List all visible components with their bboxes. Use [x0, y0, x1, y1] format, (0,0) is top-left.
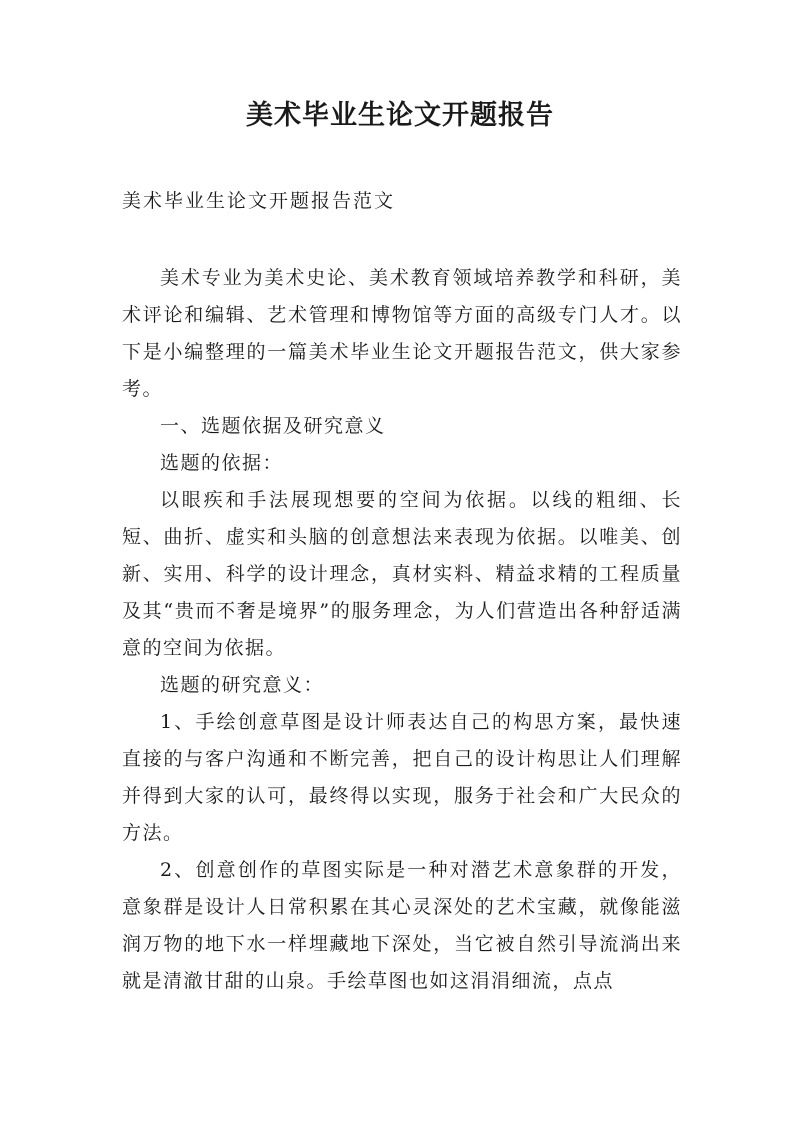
subheading-basis: 选题的依据：: [160, 452, 284, 474]
paragraph-point-2: 2、创意创作的草图实际是一种对潜艺术意象群的开发，意象群是设计人日常积累在其心灵深处的艺术宝藏，就像能滋润万物的地下水一样埋藏地下深处，当它被自然引导流淌出来就是清澈甘甜的山泉。手绘草图也如这涓涓细流，点点: [122, 859, 682, 992]
paragraph-point-1: 1、手绘创意草图是设计师表达自己的构思方案，最快速直接的与客户沟通和不断完善，把自己的设计构思让人们理解并得到大家的认可，最终得以实现，服务于社会和广大民众的方法。: [122, 711, 682, 844]
document-subtitle: 美术毕业生论文开题报告范文: [122, 190, 396, 212]
document-body: [122, 260, 682, 1000]
paragraph-basis: 以眼疾和手法展现想要的空间为依据。以线的粗细、长短、曲折、虚实和头脑的创意想法来表现为依据。以唯美、创新、实用、科学的设计理念，真材实料、精益求精的工程质量及其“贵而不奢是境界”的服务理念，为人们营造出各种舒适满意的空间为依据。: [122, 489, 682, 659]
paragraph-intro: 美术专业为美术史论、美术教育领域培养教学和科研，美术评论和编辑、艺术管理和博物馆等方面的高级专门人才。以下是小编整理的一篇美术毕业生论文开题报告范文，供大家参考。: [122, 267, 682, 400]
subheading-significance: 选题的研究意义：: [160, 674, 325, 696]
section-heading: 一、选题依据及研究意义: [160, 415, 386, 437]
document-title: 美术毕业生论文开题报告: [246, 100, 554, 131]
